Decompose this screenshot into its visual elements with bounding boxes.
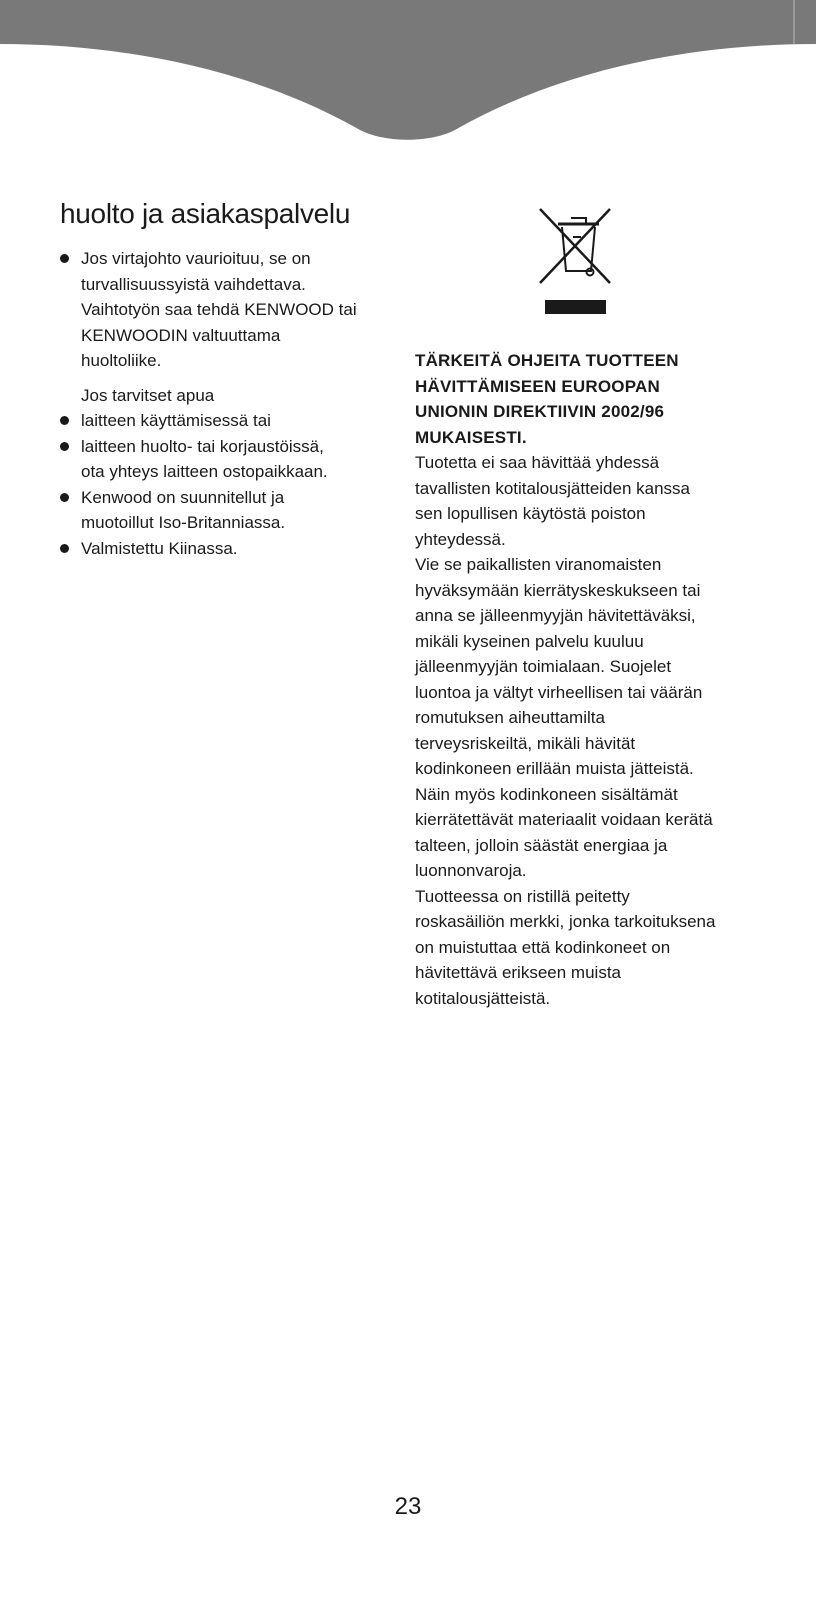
text-line: Tuotteessa on ristillä peitetty (415, 886, 630, 906)
text-line: turvallisuussyistä vaihdettava. (81, 274, 306, 294)
section-title: huolto ja asiakaspalvelu (60, 198, 351, 229)
text-line: jälleenmyyjän toimialaan. Suojelet (415, 657, 672, 676)
text-line: laitteen huolto- tai korjaustöissä, (81, 436, 324, 456)
header-wave-shape (0, 0, 816, 140)
service-bullet-list (60, 246, 400, 374)
text-line: luontoa ja vältyt virheellisen tai väärän (415, 682, 703, 702)
text-line: kierrätettävät materiaalit voidaan kerätä (415, 810, 713, 829)
disposal-paragraph-3 (415, 884, 755, 1012)
page-number: 23 (394, 1493, 422, 1520)
bullet-usage-help (60, 408, 400, 434)
disposal-notice (415, 348, 755, 1011)
text-line: hävitettävä erikseen muista (415, 963, 621, 982)
text-line: Vaihtotyön saa tehdä KENWOOD tai (81, 300, 357, 319)
text-line: on muistuttaa että kodinkoneet on (415, 937, 671, 957)
bullet-power-cord (60, 246, 400, 374)
text-line: yhteydessä. (415, 529, 506, 549)
text-line: MUKAISESTI. (415, 427, 527, 447)
text-line: luonnonvaroja. (415, 861, 527, 880)
bullet-designed-in-uk (60, 485, 400, 536)
text-line: tavallisten kotitalousjätteiden kanssa (415, 478, 690, 498)
text-line: roskasäiliön merkki, jonka tarkoituksena (415, 912, 716, 931)
disposal-paragraph-1 (415, 450, 755, 552)
text-line: romutuksen aiheuttamilta (415, 708, 605, 727)
service-section (60, 196, 400, 561)
text-line: Vie se paikallisten viranomaisten (415, 555, 662, 574)
text-line: Valmistettu Kiinassa. (81, 538, 238, 558)
text-line: sen lopullisen käytöstä poiston (415, 504, 646, 523)
text-line: huoltoliike. (81, 351, 162, 370)
text-line: terveysriskeiltä, mikäli hävität (415, 733, 636, 753)
text-line: kotitalousjätteistä. (415, 988, 551, 1008)
text-line: laitteen käyttämisessä tai (81, 411, 271, 430)
text-line: Kenwood on suunnitellut ja (81, 487, 285, 507)
text-line: talteen, jolloin säästät energiaa ja (415, 835, 668, 855)
crossed-out-wheelie-bin-icon (536, 205, 616, 317)
text-line: mikäli kyseinen palvelu kuuluu (415, 631, 644, 651)
disposal-heading (415, 348, 755, 450)
bullet-service-repair (60, 434, 400, 485)
text-line: KENWOODIN valtuuttama (81, 325, 281, 345)
disposal-paragraph-2 (415, 552, 755, 884)
help-bullet-list (60, 408, 400, 485)
text-line: Tuotetta ei saa hävittää yhdessä (415, 453, 660, 472)
text-line: TÄRKEITÄ OHJEITA TUOTTEEN (415, 351, 679, 370)
header-wave-band (0, 0, 816, 150)
header-right-edge-mark (793, 0, 795, 44)
text-line: Näin myös kodinkoneen sisältämät (415, 784, 678, 804)
text-line: muotoillut Iso-Britanniassa. (81, 513, 286, 532)
text-line: kodinkoneen erillään muista jätteistä. (415, 759, 694, 778)
help-intro-text: Jos tarvitset apua (81, 385, 215, 405)
origin-bullet-list (60, 485, 400, 562)
text-line: Jos virtajohto vaurioituu, se on (81, 249, 311, 268)
text-line: HÄVITTÄMISEEN EUROOPAN (415, 376, 660, 396)
text-line: hyväksymään kierrätyskeskukseen tai (415, 580, 701, 600)
bullet-made-in-china (60, 536, 400, 562)
text-line: UNIONIN DIREKTIIVIN 2002/96 (415, 402, 665, 421)
text-line: anna se jälleenmyyjän hävitettäväksi, (415, 606, 696, 625)
text-line: ota yhteys laitteen ostopaikkaan. (81, 462, 328, 481)
